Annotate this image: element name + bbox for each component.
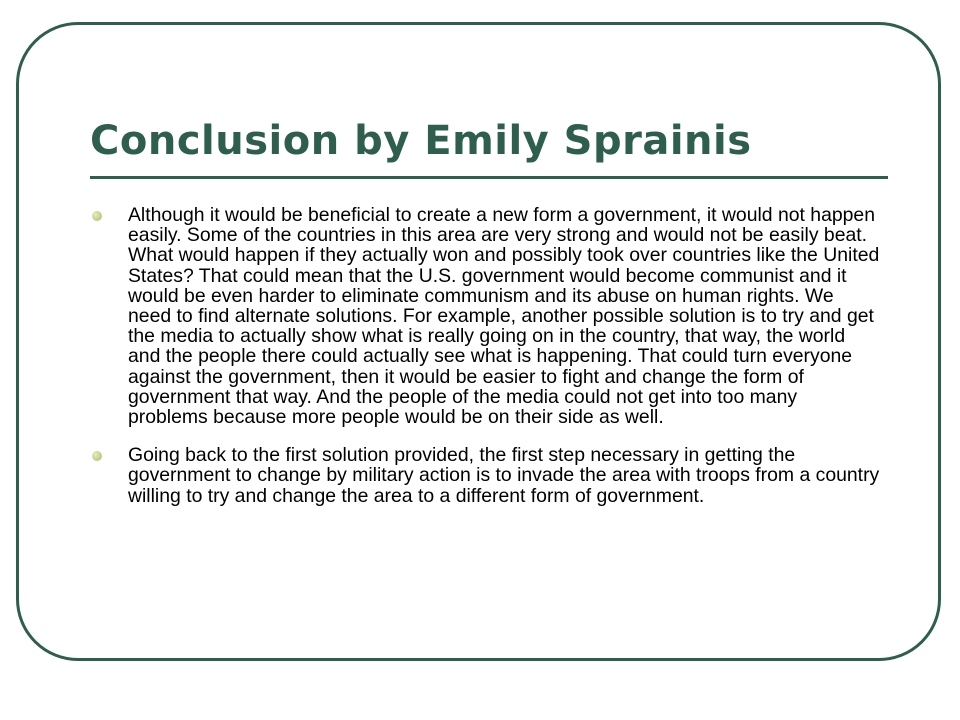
bullet-item (90, 205, 880, 427)
title-underline (90, 176, 888, 179)
bullet-dot-icon (92, 211, 102, 221)
slide-title: Conclusion by Emily Sprainis (90, 118, 752, 164)
bullet-item (90, 445, 880, 506)
bullet-dot-icon (92, 451, 102, 461)
bullet-text: Although it would be beneficial to create a new form a government, it would not happen easily. Some of the countries in this area are very strong and would not be easily beat. What would happen if they actually won and possibly took over countries like the United States? That could mean that the U.S. government would become communist and it would be even harder to eliminate communism and its abuse on human rights. We need to find alternate solutions. For example, another possible solution is to try and get the media to actually show what is really going on in the country, that way, the world and the people there could actually see what is happening. That could turn everyone against the government, then it would be easier to fight and change the form of government that way. And the people of the media could not get into too many problems because more people would be on their side as well. (128, 204, 880, 429)
bullet-list (90, 205, 880, 524)
bullet-text: Going back to the first solution provided, the first step necessary in getting the government to change by military action is to invade the area with troops from a country willing to try and change the area to a different form of government. (128, 444, 880, 507)
